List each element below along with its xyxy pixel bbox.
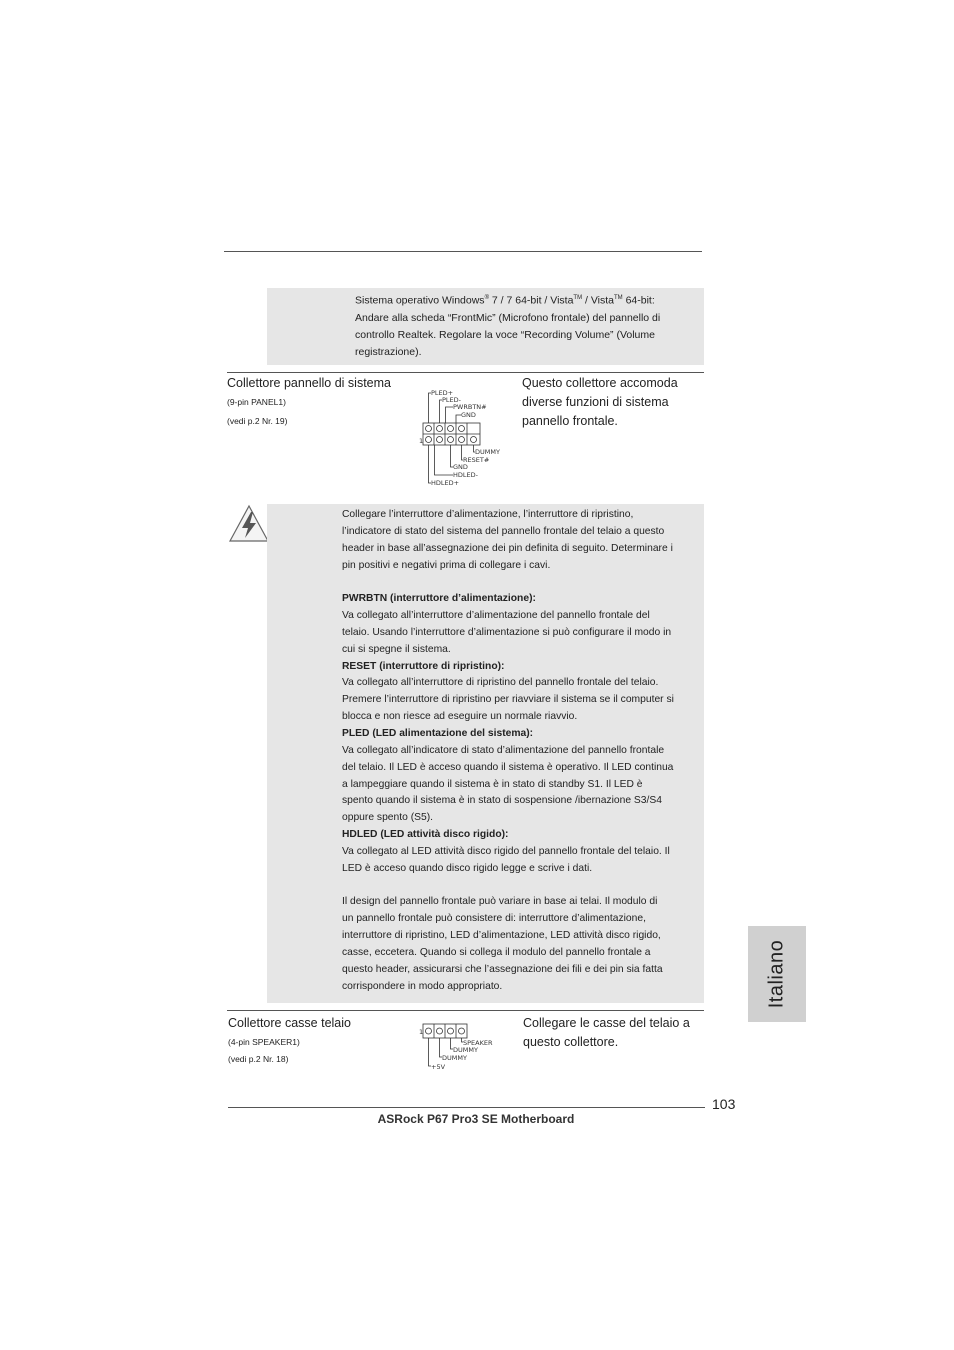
svg-text:HDLED-: HDLED- xyxy=(453,471,478,479)
svg-text:HDLED+: HDLED+ xyxy=(431,479,460,485)
svg-text:PLED-: PLED- xyxy=(442,396,461,404)
footer-rule xyxy=(228,1107,705,1108)
svg-text:DUMMY: DUMMY xyxy=(475,448,500,456)
pin1-label: 1 xyxy=(419,437,424,445)
panel-header-description: Questo collettore accomoda diverse funzioni di sistema pannello frontale. xyxy=(522,376,678,429)
note-text: Sistema operativo Windows® 7 / 7 64-bit / Vista™ / Vista™ 64-bit: Andare alla scheda “FrontMic” (Microfono frontale) del pannello di controllo Realtek. Regolare la voce “Recording Volume” (Volume registrazione). xyxy=(355,294,661,359)
footer-product-name: ASRock P67 Pro3 SE Motherboard xyxy=(377,1112,575,1126)
svg-text:DUMMY: DUMMY xyxy=(453,1046,478,1054)
svg-text:SPEAKER: SPEAKER xyxy=(463,1039,493,1047)
panel-header-pin: (9-pin PANEL1) xyxy=(227,397,286,407)
speaker1-pin-diagram xyxy=(415,1020,495,1074)
language-tab xyxy=(748,926,806,1022)
svg-text:PLED+: PLED+ xyxy=(431,389,454,397)
speaker-header-pin: (4-pin SPEAKER1) xyxy=(228,1037,300,1047)
svg-text:GND: GND xyxy=(453,463,468,471)
warning-text: Collegare l’interruttore d’alimentazione, l’interruttore di ripristino, l’indicatore di stato del sistema del pannello frontale del telaio a questo header in base all’assegnazione dei pin definita di seguito. Determinare i pin positivi e negativi prima di collegare i cavi. PWRBTN (interruttore d’alimentazione): Va collegato all’interruttore d’alimentazione del pannello frontale del telaio. Usando l’interruttore d’alimentazione si può configurare il modo in cui si spegne il sistema. RESET (interruttore di ripristino): Va collegato all’interruttore di ripristino del pannello frontale del telaio. Premere l’interruttore di ripristino per riavviare il sistema se il computer si blocca e non riesce ad eseguire un normale riavvio. PLED (LED alimentazione del sistema): Va collegato all’indicatore di stato d’alimentazione del pannello frontale del telaio. Il LED è acceso quando il sistema è operativo. Il LED continua a lampeggiare quando il sistema è in stato di standby S1. Il LED è spento quando il sistema è in stato di sospensione /ibernazione S3/S4 oppure spento (S5). HDLED (LED attività disco rigido): Va collegato al LED attività disco rigido del pannello frontale del telaio. Il LED è acceso quando disco rigido legge e scrive i dati. Il design del pannello frontale può variare in base ai telai. Il modulo di un pannello frontale può consistere di: interruttore d’alimentazione, interruttore di ripristino, LED d’alimentazione, LED attività disco rigido, casse, eccetera. Quando si collega il modulo del pannello frontale a questo header, assicurarsi che l’assegnazione dei fili e dei pin sia fatta corrispondere in modo appropriato. xyxy=(342,507,704,995)
speaker-header-ref: (vedi p.2 Nr. 18) xyxy=(228,1054,289,1064)
reset-heading: RESET (interruttore di ripristino): xyxy=(342,660,505,672)
page-number: 103 xyxy=(712,1096,736,1112)
language-tab-label: Italiano xyxy=(765,939,788,1009)
speaker-header-description: Collegare le casse del telaio a questo collettore. xyxy=(523,1016,690,1050)
svg-text:+5V: +5V xyxy=(431,1063,446,1071)
speaker-header-title: Collettore casse telaio xyxy=(228,1016,351,1030)
panel1-pin-diagram xyxy=(415,385,505,485)
pwrbtn-heading: PWRBTN (interruttore d’alimentazione): xyxy=(342,593,536,605)
pled-heading: PLED (LED alimentazione del sistema): xyxy=(342,727,534,739)
panel-header-title: Collettore pannello di sistema xyxy=(227,376,391,390)
panel-header-ref: (vedi p.2 Nr. 19) xyxy=(227,416,288,426)
top-rule xyxy=(224,251,702,252)
hdled-heading: HDLED (LED attività disco rigido): xyxy=(342,829,509,841)
svg-text:GND: GND xyxy=(461,411,476,419)
panel-section-rule xyxy=(227,372,704,373)
warning-icon xyxy=(228,504,270,544)
svg-text:DUMMY: DUMMY xyxy=(442,1054,467,1062)
svg-text:PWRBTN#: PWRBTN# xyxy=(453,403,487,411)
speaker-pin1-label: 1 xyxy=(419,1028,424,1036)
svg-text:RESET#: RESET# xyxy=(463,456,490,464)
speaker-section-rule xyxy=(227,1010,704,1011)
